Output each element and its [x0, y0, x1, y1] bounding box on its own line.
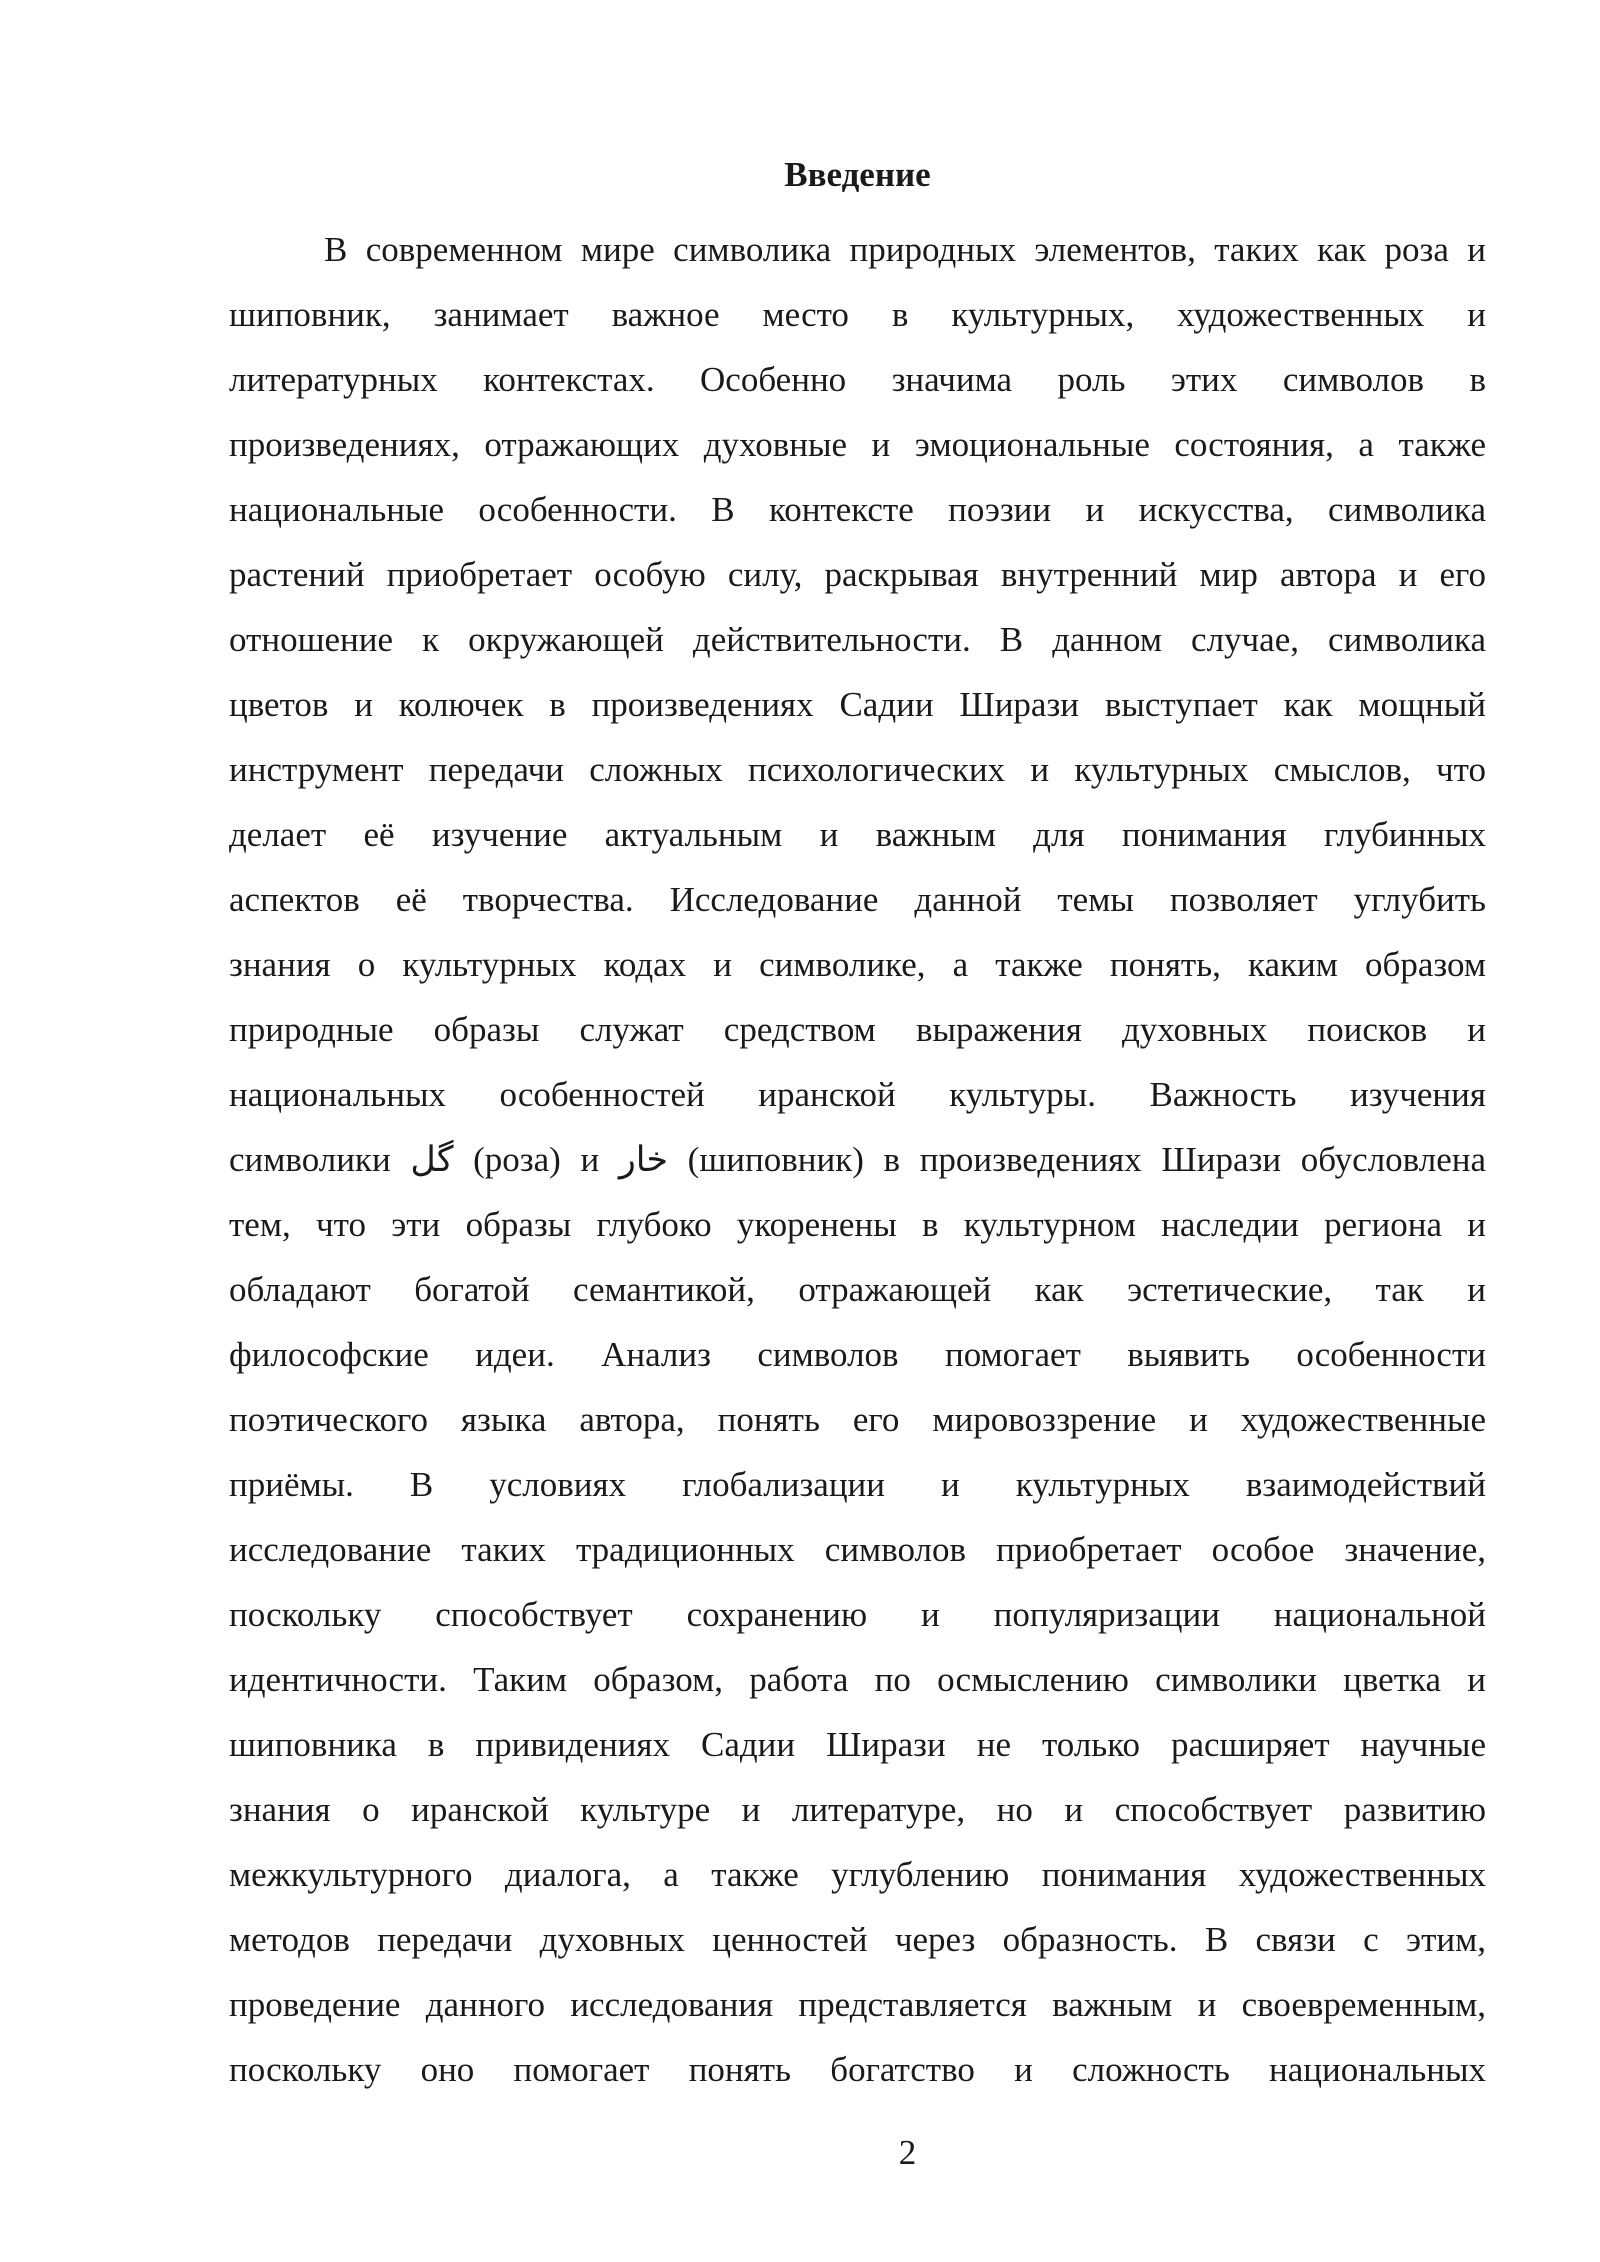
- page-number: 2: [898, 2133, 917, 2172]
- text-line: цветов и колючек в произведениях Садии Ширази выступает как мощный: [229, 685, 1486, 724]
- text-line: обладают богатой семантикой, отражающей как эстетические, так и: [229, 1270, 1486, 1309]
- text-line: исследование таких традиционных символов приобретает особое значение,: [229, 1530, 1486, 1569]
- text-line: растений приобретает особую силу, раскрывая внутренний мир автора и его: [229, 555, 1486, 594]
- text-line: проведение данного исследования представляется важным и своевременным,: [229, 1985, 1486, 2024]
- text-line: отношение к окружающей действительности. В данном случае, символика: [229, 620, 1486, 659]
- text-line: межкультурного диалога, а также углублению понимания художественных: [229, 1855, 1486, 1894]
- text-line: идентичности. Таким образом, работа по осмыслению символики цветка и: [229, 1660, 1486, 1699]
- text-line: поскольку оно помогает понять богатство и сложность национальных: [229, 2050, 1486, 2089]
- text-line: символики گل (роза) и خار (шиповник) в произведениях Ширази обусловлена: [229, 1140, 1486, 1179]
- text-line: делает её изучение актуальным и важным для понимания глубинных: [229, 815, 1486, 854]
- text-line: поэтического языка автора, понять его мировоззрение и художественные: [229, 1400, 1486, 1439]
- text-line: знания о иранской культуре и литературе, но и способствует развитию: [229, 1790, 1486, 1829]
- text-line: аспектов её творчества. Исследование данной темы позволяет углубить: [229, 880, 1486, 919]
- text-line: знания о культурных кодах и символике, а также понять, каким образом: [229, 945, 1486, 984]
- text-line: шиповник, занимает важное место в культурных, художественных и: [229, 295, 1486, 334]
- text-line: философские идеи. Анализ символов помогает выявить особенности: [229, 1335, 1486, 1374]
- section-title: Введение: [784, 155, 931, 194]
- text-line: национальных особенностей иранской культуры. Важность изучения: [229, 1075, 1486, 1114]
- text-line: методов передачи духовных ценностей через образность. В связи с этим,: [229, 1920, 1486, 1959]
- text-line: национальные особенности. В контексте поэзии и искусства, символика: [229, 490, 1486, 529]
- text-line: природные образы служат средством выражения духовных поисков и: [229, 1010, 1486, 1049]
- text-line: приёмы. В условиях глобализации и культурных взаимодействий: [229, 1465, 1486, 1504]
- text-line: шиповника в привидениях Садии Ширази не только расширяет научные: [229, 1725, 1486, 1764]
- text-line: инструмент передачи сложных психологических и культурных смыслов, что: [229, 750, 1486, 789]
- text-line: поскольку способствует сохранению и популяризации национальной: [229, 1595, 1486, 1634]
- text-line: литературных контекстах. Особенно значима роль этих символов в: [229, 360, 1486, 399]
- text-line: тем, что эти образы глубоко укоренены в культурном наследии региона и: [229, 1205, 1486, 1244]
- text-line: произведениях, отражающих духовные и эмоциональные состояния, а также: [229, 425, 1486, 464]
- body-paragraph: [229, 217, 1486, 2102]
- text-line: В современном мире символика природных элементов, таких как роза и: [324, 230, 1486, 269]
